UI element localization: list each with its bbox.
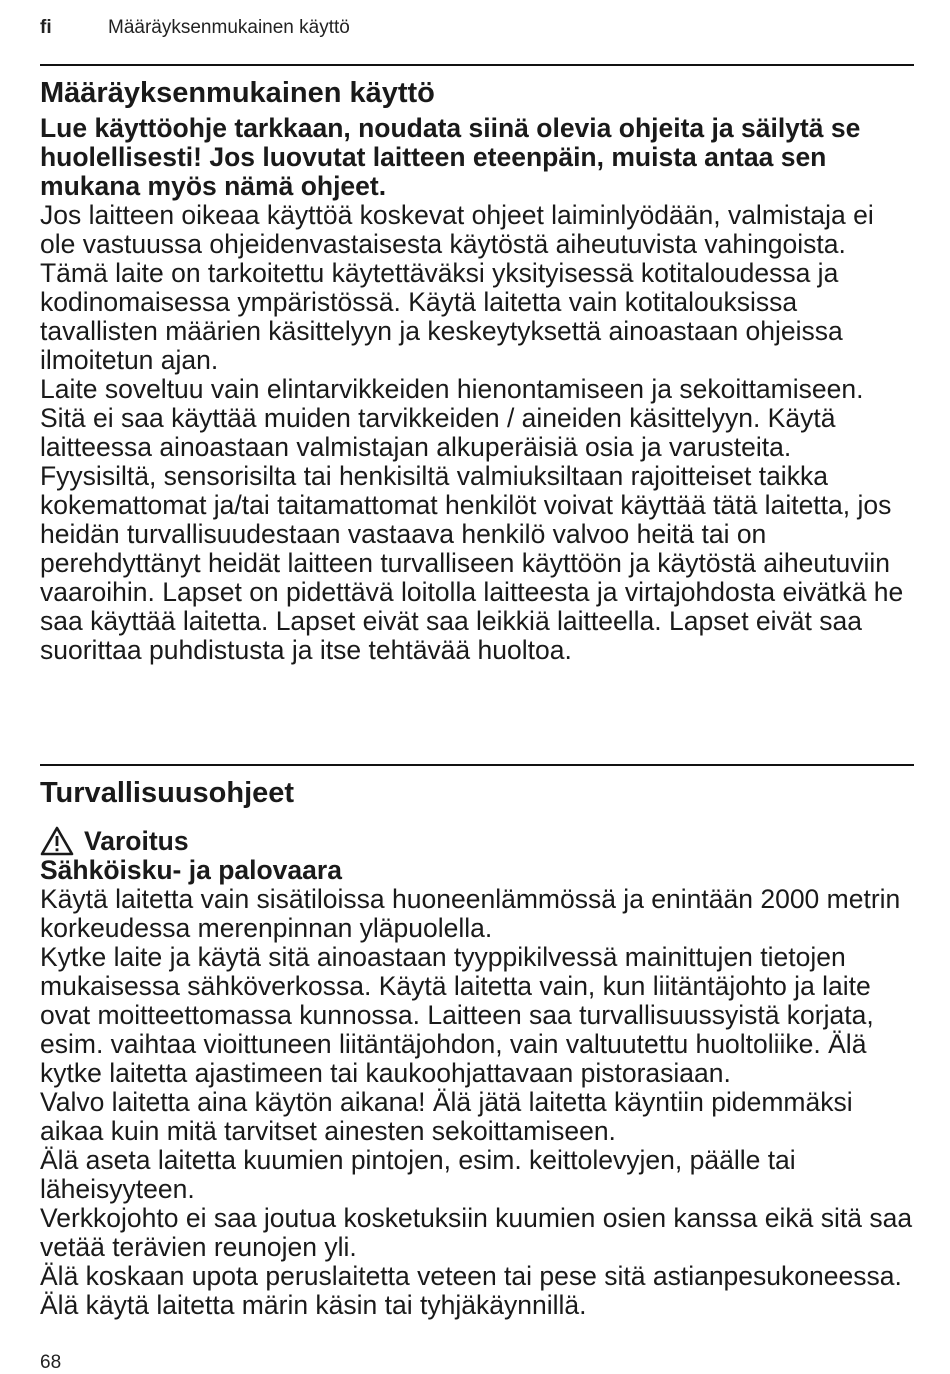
section-divider [40,64,914,66]
section-divider [40,764,914,766]
warning-heading [40,826,914,856]
safety-paragraph: Verkkojohto ei saa joutua kosketuksiin kuumien osien kanssa eikä sitä saa vetää terävien reunojen yli. [40,1203,913,1262]
safety-section [40,764,914,1320]
page-header [40,16,914,40]
running-title: Määräyksenmukainen käyttö [108,17,350,38]
safety-paragraph: Kytke laite ja käytä sitä ainoastaan tyyppikilvessä mainittujen tietojen mukaisessa sähköverkossa. Käytä laitetta vain, kun liitäntäjohto ja laite ovat moitteettomassa kunnossa. Laitteen saa turvallisuussyistä korjata, esim. vaihtaa vioittuneen liitäntäjohdon, vain valtuutettu huoltoliike. Älä kytke laitetta ajastimeen tai kaukoohjattavaan pistorasiaan. [40,942,874,1088]
safety-title: Turvallisuusohjeet [40,777,295,809]
intended-use-paragraph: Laite soveltuu vain elintarvikkeiden hienontamiseen ja sekoittamiseen. Sitä ei saa käyttää muiden tarvikkeiden / aineiden käsittelyyn. Käytä laitteessa ainoastaan valmistajan alkuperäisiä osia ja varusteita. [40,374,864,462]
language-code: fi [40,17,52,38]
intended-use-paragraph: Tämä laite on tarkoitettu käytettäväksi yksityisessä kotitaloudessa ja kodinomaisessa ympäristössä. Käytä laitetta vain kotitalouksissa tavallisten määrien käsittelyyn ja keskeytyksettä ainoastaan ohjeissa ilmoitetun ajan. [40,258,843,375]
intended-use-paragraph: Fyysisiltä, sensorisilta tai henkisiltä valmiuksiltaan rajoitteiset taikka kokemattomat ja/tai taitamattomat henkilöt voivat käyttää tätä laitetta, jos heidän turvallisuudestaan vastaava henkilö valvoo heitä tai on perehdyttänyt heidät laitteen turvalliseen käyttöön ja käytöstä aiheutuviin vaaroihin. Lapset on pidettävä loitolla laitteesta ja virtajohdosta eivätkä he saa käyttää laitetta. Lapset eivät saa leikkiä laitteella. Lapset eivät saa suorittaa puhdistusta ja itse tehtävää huoltoa. [40,461,904,665]
safety-paragraph: Älä koskaan upota peruslaitetta veteen tai pese sitä astianpesukoneessa. Älä käytä laitetta märin käsin tai tyhjäkäynnillä. [40,1261,902,1320]
hazard-subtitle: Sähköisku- ja palovaara [40,855,342,885]
intended-use-title: Määräyksenmukainen käyttö [40,77,435,109]
safety-paragraph: Älä aseta laitetta kuumien pintojen, esim. keittolevyjen, päälle tai läheisyyteen. [40,1145,796,1204]
intended-use-paragraph: Jos laitteen oikeaa käyttöä koskevat ohjeet laiminlyödään, valmistaja ei ole vastuussa ohjeidenvastaisesta käytöstä aiheutuvista vahingoista. [40,200,874,259]
safety-paragraph: Käytä laitetta vain sisätiloissa huoneenlämmössä ja enintään 2000 metrin korkeudessa merenpinnan yläpuolella. [40,884,901,943]
safety-paragraph: Valvo laitetta aina käytön aikana! Älä jätä laitetta käyntiin pidemmäksi aikaa kuin mitä tarvitset ainesten sekoittamiseen. [40,1087,853,1146]
warning-label: Varoitus [84,825,189,856]
intended-use-section [40,64,914,665]
intended-use-lead: Lue käyttöohje tarkkaan, noudata siinä olevia ohjeita ja säilytä se huolellisesti! Jos luovutat laitteen eteenpäin, muista antaa sen mukana myös nämä ohjeet. [40,113,861,201]
page-number: 68 [40,1352,62,1373]
warning-triangle-icon [40,826,74,856]
